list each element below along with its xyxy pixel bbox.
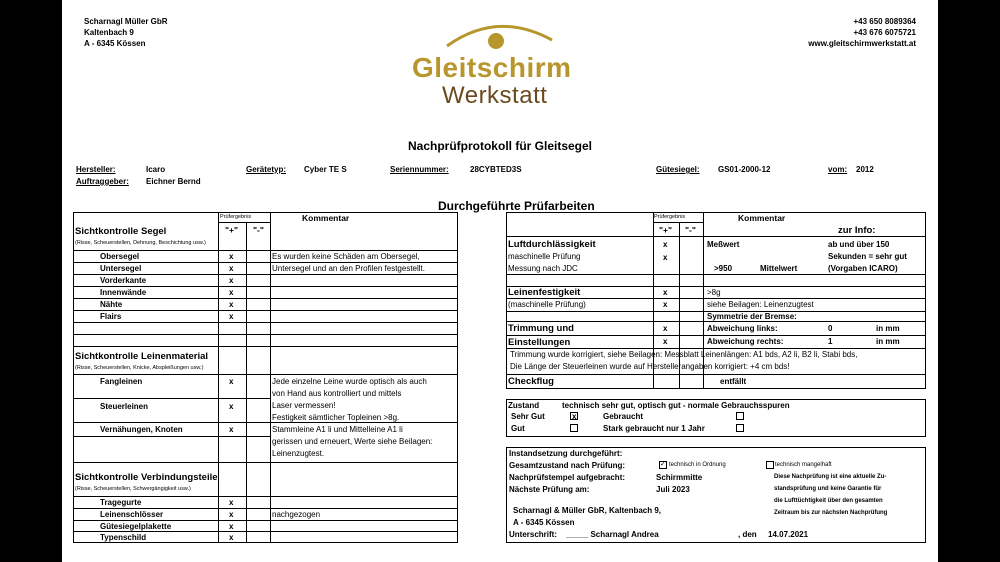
abweichung-links-label: Abweichung links: [707,324,778,333]
leinen-comment-line: Laser vermessen! [272,401,336,410]
row-divider [73,422,458,423]
row-divider [73,262,458,263]
leinen-section-sub: (Risse, Scheuerstellen, Knicke, Abspleißungen usw.) [75,365,204,371]
leinen-comment-line: von Hand aus kontrolliert und mittels [272,389,402,398]
seriennummer-label: Seriennummer: [390,165,449,174]
trimmung-title-2: Einstellungen [508,337,571,348]
document-page [62,0,938,562]
verbindung-item-label: Gütesiegelplakette [100,522,172,531]
checkflug-label: Checkflug [508,376,554,387]
leinen-item-label: Fangleinen [100,377,143,386]
document-title: Nachprüfprotokoll für Gleitsegel [407,139,593,153]
company-name: Scharnagl Müller GbR [84,17,168,26]
left-kommentar-header: Kommentar [302,213,350,223]
logo-arc-icon [402,14,602,54]
instand-address-1: Scharnagl & Müller GbR, Kaltenbach 9, [513,506,662,515]
option-label: technisch mangelhaft [775,462,832,468]
row-divider [506,335,926,336]
instand-address-2: A - 6345 Kössen [513,518,575,527]
disclaimer-line: Zeitraum bis zur nächsten Nachprüfung [774,510,888,516]
trimmung-note-2: Die Länge der Steuerleinen wurde auf Herstellerangaben korrigiert: +4 cm bds! [510,362,790,371]
segel-item-mark: x [229,252,234,261]
section-title: Durchgeführte Prüfarbeiten [438,199,595,213]
company-street: Kaltenbach 9 [84,28,134,37]
stempel-label: Nachprüfstempel aufgebracht: [509,473,626,482]
row-divider [506,236,926,237]
row-divider [506,298,926,299]
zustand-label: Zustand [508,401,540,410]
luft-mark: x [663,253,668,262]
guetesiegel-value: GS01-2000-12 [718,165,771,174]
right-kommentar-header: Kommentar [738,213,786,223]
segel-item-label: Innenwände [100,288,147,297]
festigkeit-mark: x [663,288,668,297]
trimmung-note-1: Trimmung wurde korrigiert, siehe Beilagen: Messblatt Leinenlängen: A1 bds, A2 li, B2 li, Stabi bds, [510,350,858,359]
row-divider [653,222,703,223]
auftraggeber-value: Eichner Bernd [146,177,201,186]
leinen-section-title: Sichtkontrolle Leinenmaterial [75,351,209,362]
zustand-left-mark: x [572,412,577,421]
left-pruefergebnis-header: Prüfergebnis [220,214,252,220]
segel-item-label: Flairs [100,312,122,321]
auftraggeber-label: Auftraggeber: [76,177,129,186]
guetesiegel-label: Gütesiegel: [656,165,700,174]
row-divider [73,274,458,275]
logo-text-line2: Werkstatt [442,82,548,109]
row-divider [506,321,926,322]
row-divider [73,310,458,311]
luft-value: >950 [714,264,733,273]
luft-messwert-label: Meßwert [707,240,740,249]
row-divider [73,374,458,375]
luft-mark: x [663,240,668,249]
verbindung-item-mark: x [229,510,234,519]
trimmung-mark: x [663,337,668,346]
luft-mittelwert-label: Mittelwert [760,264,798,273]
row-divider [218,222,270,223]
verbindung-item-mark: x [229,533,234,542]
abweichung-links-value: 0 [828,324,833,333]
zustand-checkbox[interactable] [736,424,744,432]
zustand-left-label: Sehr Gut [511,412,545,421]
segel-item-comment: Es wurden keine Schäden am Obersegel, [272,252,420,261]
naechste-pruefung-label: Nächste Prüfung am: [509,485,590,494]
gesamtzustand-label: Gesamtzustand nach Prüfung: [509,461,626,470]
segel-section-title: Sichtkontrolle Segel [75,226,167,237]
leinen-comment-line: Jede einzelne Leine wurde optisch als auch [272,377,427,386]
contact-phone-2: +43 676 6075721 [853,28,916,37]
row-divider [73,508,458,509]
festigkeit-comment-1: >8g [707,288,721,297]
row-divider [73,531,458,532]
luft-info-2: Sekunden = sehr gut [828,252,907,261]
row-divider [73,496,458,497]
zur-info-header: zur Info: [838,225,876,236]
row-divider [73,398,271,399]
verbindung-item-label: Typenschild [100,533,147,542]
trimmung-title-1: Trimmung und [508,323,574,334]
stempel-value: Schirmmitte [656,473,703,482]
verbindung-item-mark: x [229,522,234,531]
leinen-comment-line: Leinenzugtest. [272,449,325,458]
geraetetyp-label: Gerätetyp: [246,165,287,174]
luft-sub1: maschinelle Prüfung [508,252,581,261]
vom-value: 2012 [856,165,874,174]
datum-label: , den [738,530,757,539]
row-divider [73,462,458,463]
row-divider [73,322,458,323]
zustand-left-label: Gut [511,424,525,433]
row-divider [73,250,458,251]
hersteller-value: Icaro [146,165,166,174]
col-divider [246,222,247,543]
geraetetyp-value: Cyber TE S [304,165,347,174]
row-divider [73,334,458,335]
luft-info-1: ab und über 150 [828,240,890,249]
segel-item-label: Nähte [100,300,123,309]
seriennummer-value: 28CYBTED3S [470,165,522,174]
leinen-comment-line: Festigkeit sämtlicher Topleinen >8g. [272,413,400,422]
segel-item-mark: x [229,288,234,297]
trimmung-mark: x [663,324,668,333]
datum-value: 14.07.2021 [768,530,809,539]
abweichung-rechts-label: Abweichung rechts: [707,337,784,346]
verbindung-section-title: Sichtkontrolle Verbindungsteile [75,472,218,483]
abweichung-rechts-unit: in mm [876,337,900,346]
row-divider [506,274,926,275]
instand-title: Instandsetzung durchgeführt: [509,449,623,458]
segel-item-label: Vorderkante [100,276,147,285]
festigkeit-title: Leinenfestigkeit [508,287,581,298]
row-divider [73,346,458,347]
zustand-text: technisch sehr gut, optisch gut - normale Gebrauchsspuren [562,401,790,410]
row-divider [73,436,271,437]
zustand-checkbox[interactable] [570,424,578,432]
segel-item-mark: x [229,276,234,285]
segel-item-comment: Untersegel und an den Profilen festgestellt. [272,264,425,273]
hersteller-label: Hersteller: [76,165,116,174]
luft-title: Luftdurchlässigkeit [508,239,596,250]
left-minus-header: "-" [253,225,264,235]
abweichung-rechts-value: 1 [828,337,833,346]
segel-item-mark: x [229,300,234,309]
row-divider [73,286,458,287]
unterschrift-value: _____ Scharnagl Andrea [566,530,659,539]
row-divider [506,348,926,349]
checkflug-value: entfällt [720,377,747,386]
right-minus-header: "-" [685,225,696,235]
row-divider [506,374,926,375]
disclaimer-line: standsprüfung und keine Garantie für [774,486,882,492]
segel-item-mark: x [229,264,234,273]
unterschrift-label: Unterschrift: [509,530,558,539]
festigkeit-sub: (maschinelle Prüfung) [508,300,586,309]
left-plus-header: "+" [225,225,239,235]
verbindung-section-sub: (Risse, Scheuerstellen, Schwergängigkeit usw.) [75,486,191,492]
company-city: A - 6345 Kössen [84,39,146,48]
leinen-item-mark: x [229,425,234,434]
vom-label: vom: [828,165,848,174]
leinen-item-label: Vernähungen, Knoten [100,425,183,434]
logo-text-line1: Gleitschirm [412,52,572,83]
segel-item-mark: x [229,312,234,321]
segel-item-label: Obersegel [100,252,140,261]
abweichung-links-unit: in mm [876,324,900,333]
row-divider [73,298,458,299]
festigkeit-comment-2: siehe Beilagen: Leinenzugtest [707,300,814,309]
row-divider [73,520,458,521]
right-plus-header: "+" [659,225,673,235]
leinen-item-mark: x [229,402,234,411]
disclaimer-line: die Lufttüchtigkeit über den gesamten [774,498,883,504]
disclaimer-line: Diese Nachprüfung ist eine aktuelle Zu- [774,474,887,480]
leinen-comment-line: Stammleine A1 li und Mittelleine A1 li [272,425,403,434]
contact-phone-1: +43 650 8089364 [853,17,916,26]
luft-info-3: (Vorgaben ICARO) [828,264,898,273]
zustand-right-label: Gebraucht [603,412,644,421]
verbindung-item-mark: x [229,498,234,507]
symmetrie-label: Symmetrie der Bremse: [707,312,797,321]
option-checkbox[interactable] [766,461,774,469]
contact-web: www.gleitschirmwerkstatt.at [808,39,916,48]
zustand-right-label: Stark gebraucht nur 1 Jahr [603,424,705,433]
option-label: technisch in Ordnung [669,462,726,468]
segel-section-sub: (Risse, Scheuerstellen, Dehnung, Beschichtung usw.) [75,240,206,246]
zustand-checkbox[interactable] [736,412,744,420]
option-check-icon: ✓ [660,461,666,468]
company-logo [402,14,602,110]
right-pruefergebnis-header: Prüfergebnis [654,214,686,220]
leinen-item-label: Steuerleinen [100,402,149,411]
leinen-item-mark: x [229,377,234,386]
verbindung-item-comment: nachgezogen [272,510,321,519]
festigkeit-mark: x [663,300,668,309]
naechste-pruefung-value: Juli 2023 [656,485,690,494]
verbindung-item-label: Leinenschlösser [100,510,164,519]
verbindung-item-label: Tragegurte [100,498,142,507]
luft-sub2: Messung nach JDC [508,264,578,273]
segel-item-label: Untersegel [100,264,142,273]
leinen-comment-line: gerissen und erneuert, Werte siehe Beilagen: [272,437,433,446]
